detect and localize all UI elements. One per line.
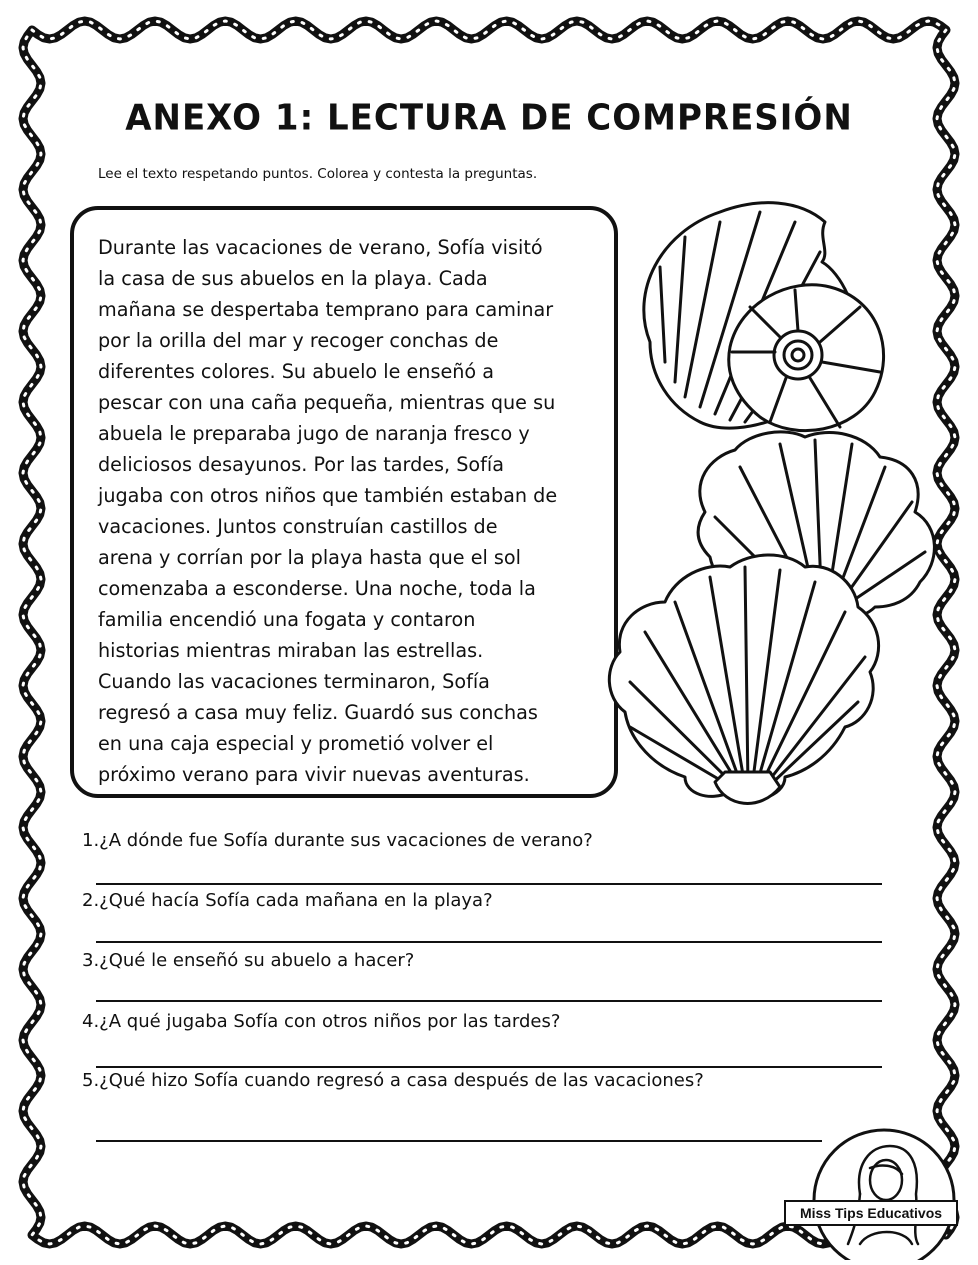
story-line: pescar con una caña pequeña, mientras que su <box>98 391 556 414</box>
story-line: historias mientras miraban las estrellas. <box>98 639 484 662</box>
answer-line-5[interactable] <box>96 1140 822 1142</box>
answer-line-4[interactable] <box>96 1066 882 1068</box>
story-line: próximo verano para vivir nuevas aventuras. <box>98 763 530 786</box>
story-line: en una caja especial y prometió volver el <box>98 732 494 755</box>
story-line: Durante las vacaciones de verano, Sofía visitó <box>98 236 543 259</box>
page-title: ANEXO 1: LECTURA DE COMPRESIÓN <box>125 97 853 139</box>
story-text <box>98 232 606 790</box>
question-5: 5.¿Qué hizo Sofía cuando regresó a casa después de las vacaciones? <box>82 1070 704 1091</box>
story-line: vacaciones. Juntos construían castillos de <box>98 515 498 538</box>
brand-logo-label: Miss Tips Educativos <box>784 1200 958 1226</box>
question-1: 1.¿A dónde fue Sofía durante sus vacaciones de verano? <box>82 830 593 851</box>
story-line: arena y corrían por la playa hasta que el sol <box>98 546 521 569</box>
story-line: la casa de sus abuelos en la playa. Cada <box>98 267 488 290</box>
answer-line-1[interactable] <box>96 883 882 885</box>
girl-avatar-icon <box>800 1124 968 1260</box>
story-line: abuela le preparaba jugo de naranja fresco y <box>98 422 530 445</box>
instructions-text: Lee el texto respetando puntos. Colorea y contesta la preguntas. <box>98 166 538 182</box>
story-line: regresó a casa muy feliz. Guardó sus conchas <box>98 701 538 724</box>
story-line: por la orilla del mar y recoger conchas de <box>98 329 499 352</box>
question-3: 3.¿Qué le enseñó su abuelo a hacer? <box>82 950 415 971</box>
answer-line-2[interactable] <box>96 941 882 943</box>
seashells-icon <box>590 182 960 822</box>
answer-line-3[interactable] <box>96 1000 882 1002</box>
story-line: deliciosos desayunos. Por las tardes, Sofía <box>98 453 505 476</box>
question-2: 2.¿Qué hacía Sofía cada mañana en la playa? <box>82 890 493 911</box>
story-line: familia encendió una fogata y contaron <box>98 608 476 631</box>
story-box <box>70 206 618 798</box>
question-4: 4.¿A qué jugaba Sofía con otros niños por las tardes? <box>82 1011 561 1032</box>
story-line: Cuando las vacaciones terminaron, Sofía <box>98 670 490 693</box>
story-line: comenzaba a esconderse. Una noche, toda la <box>98 577 536 600</box>
story-line: mañana se despertaba temprano para caminar <box>98 298 554 321</box>
story-line: diferentes colores. Su abuelo le enseñó a <box>98 360 495 383</box>
story-line: jugaba con otros niños que también estaban de <box>98 484 558 507</box>
